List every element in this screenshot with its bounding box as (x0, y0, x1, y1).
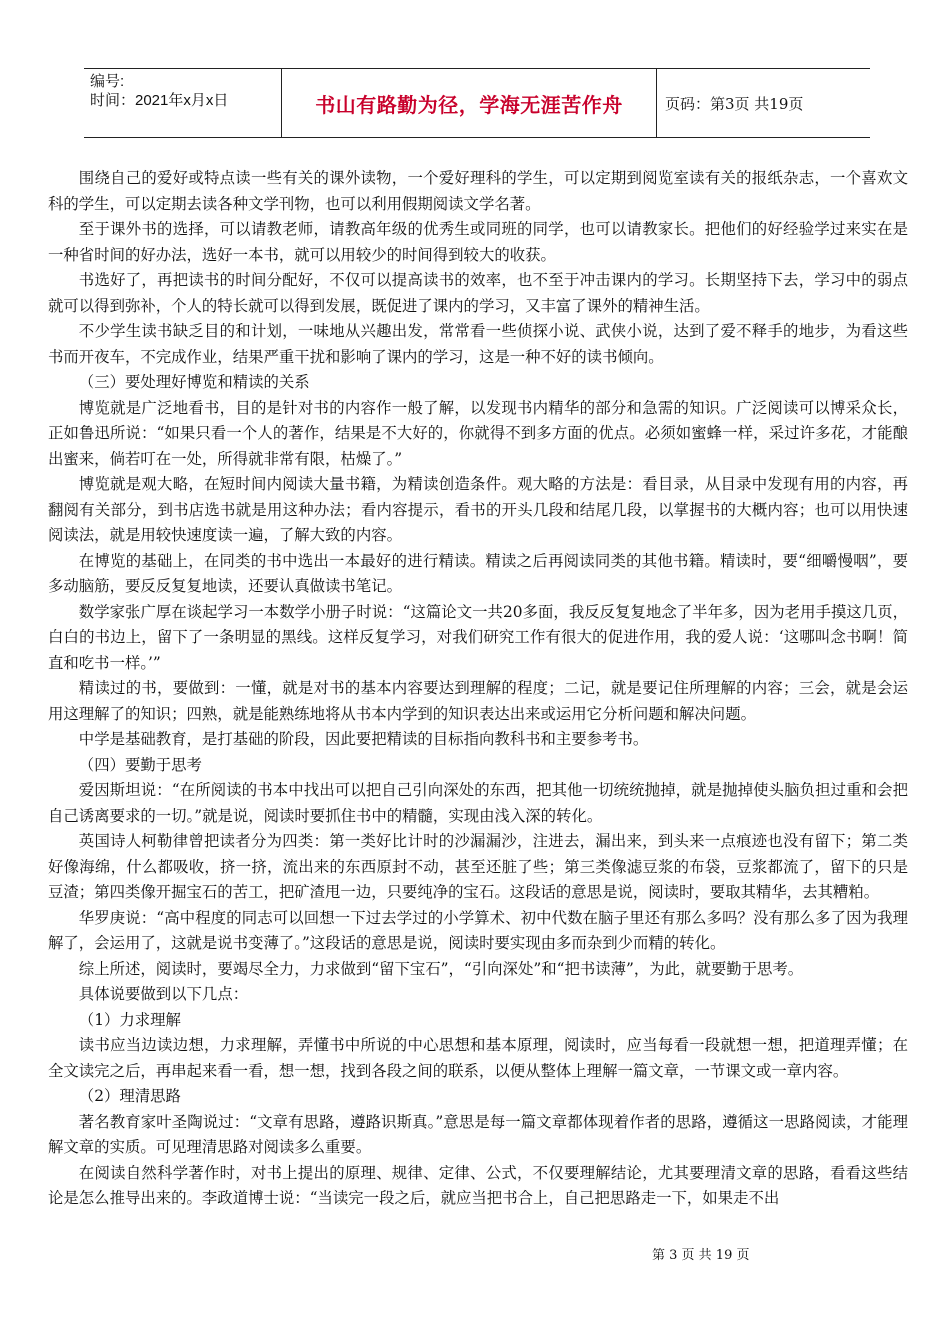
header-motto-cell (282, 69, 657, 137)
paragraph: 华罗庚说：“高中程度的同志可以回想一下过去学过的小学算术、初中代数在脑子里还有那么多吗？没有那么多了因为我理解了，会运用了，这就是说书变薄了。”这段话的意思是说，阅读时要实现由多而杂到少而精的转化。 (48, 908, 908, 952)
footer-page-number: 第 3 页 共 19 页 (652, 1248, 750, 1263)
paragraph: 围绕自己的爱好或特点读一些有关的课外读物，一个爱好理科的学生，可以定期到阅览室读有关的报纸杂志，一个喜欢文科的学生，可以定期去读各种文学刊物，也可以利用假期阅读文学名著。 (48, 169, 908, 213)
page-header (84, 68, 870, 138)
paragraph: 爱因斯坦说：“在所阅读的书本中找出可以把自己引向深处的东西，把其他一切统统抛掉，就是抛掉使头脑负担过重和会把自己诱离要求的一切。”就是说，阅读时要抓住书中的精髓，实现由浅入深的转化。 (48, 781, 908, 825)
subsection-heading: （1）力求理解 (78, 1010, 181, 1029)
header-motto: 书山有路勤为径，学海无涯苦作舟 (315, 92, 623, 117)
paragraph: 博览就是观大略，在短时间内阅读大量书籍，为精读创造条件。观大略的方法是：看目录，从目录中发现有用的内容，再翻阅有关部分，到书店选书就是用这种办法；看内容提示，看书的开头几段和结尾几段，以掌握书的大概内容；也可以用快速阅读法，就是用较快速度读一遍，了解大致的内容。 (48, 475, 908, 544)
document-body (48, 166, 908, 1212)
header-page-number: 页码：第3页 共19页 (665, 94, 804, 113)
header-page-cell (657, 69, 870, 137)
paragraph: 具体说要做到以下几点： (78, 985, 249, 1003)
paragraph: 综上所述，阅读时，要竭尽全力，力求做到“留下宝石”，“引向深处”和“把书读薄”，为此，就要勤于思考。 (78, 959, 804, 978)
header-meta (84, 69, 282, 137)
paragraph: 中学是基础教育，是打基础的阶段，因此要把精读的目标指向教科书和主要参考书。 (78, 730, 649, 748)
document-code-label: 编号: (90, 73, 125, 90)
document-date: 时间：2021年x月x日 (90, 92, 229, 109)
paragraph: 在博览的基础上，在同类的书中选出一本最好的进行精读。精读之后再阅读同类的其他书籍。精读时，要“细嚼慢咽”，要多动脑筋，要反反复复地读，还要认真做读书笔记。 (48, 551, 908, 595)
paragraph: 读书应当边读边想，力求理解，弄懂书中所说的中心思想和基本原理，阅读时，应当每看一段就想一想，把道理弄懂；在全文读完之后，再串起来看一看，想一想，找到各段之间的联系，以便从整体上理解一篇文章，一节课文或一章内容。 (48, 1036, 908, 1080)
paragraph: 书选好了，再把读书的时间分配好，不仅可以提高读书的效率，也不至于冲击课内的学习。长期坚持下去，学习中的弱点就可以得到弥补，个人的特长就可以得到发展，既促进了课内的学习，又丰富了课外的精神生活。 (48, 271, 908, 315)
paragraph: 英国诗人柯勒律曾把读者分为四类：第一类好比计时的沙漏漏沙，注进去，漏出来，到头来一点痕迹也没有留下；第二类好像海绵，什么都吸收，挤一挤，流出来的东西原封不动，甚至还脏了些；第三类像滤豆浆的布袋，豆浆都流了，留下的只是豆渣；第四类像开掘宝石的苦工，把矿渣甩一边，只要纯净的宝石。这段话的意思是说，阅读时，要取其精华，去其糟粕。 (48, 832, 908, 901)
paragraph: 至于课外书的选择，可以请教老师，请教高年级的优秀生或同班的同学，也可以请教家长。把他们的好经验学过来实在是一种省时间的好办法，选好一本书，就可以用较少的时间得到较大的收获。 (48, 220, 908, 264)
paragraph: 博览就是广泛地看书，目的是针对书的内容作一般了解，以发现书内精华的部分和急需的知识。广泛阅读可以博采众长，正如鲁迅所说：“如果只看一个人的著作，结果是不大好的，你就得不到多方面的优点。必须如蜜蜂一样，采过许多花，才能酿出蜜来，倘若叮在一处，所得就非常有限，枯燥了。” (48, 398, 908, 468)
paragraph: 精读过的书，要做到：一懂，就是对书的基本内容要达到理解的程度；二记，就是要记住所理解的内容；三会，就是会运用这理解了的知识；四熟，就是能熟练地将从书本内学到的知识表达出来或运用它分析问题和解决问题。 (48, 679, 908, 723)
subsection-heading: （2）理清思路 (78, 1087, 181, 1105)
paragraph: 在阅读自然科学著作时，对书上提出的原理、规律、定律、公式，不仅要理解结论，尤其要理清文章的思路，看看这些结论是怎么推导出来的。李政道博士说：“当读完一段之后，就应当把书合上，自己把思路走一下，如果走不出 (48, 1163, 908, 1207)
paragraph: 数学家张广厚在谈起学习一本数学小册子时说：“这篇论文一共20多面，我反反复复地念了半年多，因为老用手摸这几页，白白的书边上，留下了一条明显的黑线。这样反复学习，对我们研究工作有很大的促进作用，我的爱人说：‘这哪叫念书啊！简直和吃书一样。’” (48, 602, 908, 672)
page-footer (652, 1244, 749, 1263)
section-heading: （四）要勤于思考 (78, 755, 202, 774)
paragraph: 不少学生读书缺乏目的和计划，一味地从兴趣出发，常常看一些侦探小说、武侠小说，达到了爱不释手的地步，为看这些书而开夜车，不完成作业，结果严重干扰和影响了课内的学习，这是一种不好的读书倾向。 (48, 322, 908, 366)
paragraph: 著名教育家叶圣陶说过：“文章有思路，遵路识斯真。”意思是每一篇文章都体现着作者的思路，遵循这一思路阅读，才能理解文章的实质。可见理清思路对阅读多么重要。 (48, 1112, 908, 1156)
section-heading: （三）要处理好博览和精读的关系 (78, 373, 310, 391)
